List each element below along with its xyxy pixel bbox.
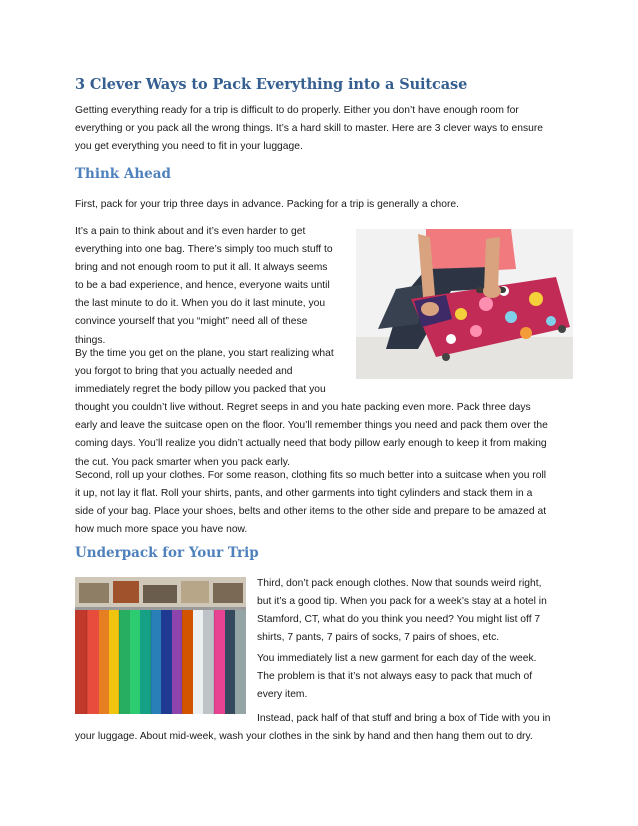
section-heading-think-ahead: Think Ahead — [75, 166, 171, 182]
text-line: everything into one bag. There’s simply too much stuff to — [75, 244, 333, 256]
section2-paragraph-2 — [257, 650, 537, 704]
text-line: side of your bag. Place your shoes, belts and other items to the other side and prepare to be amazed at — [75, 506, 547, 518]
text-line: It’s a pain to think about and it’s even harder to get — [75, 226, 306, 237]
text-line: Second, roll up your clothes. For some reason, clothing fits so much better into a suitcase when you roll — [75, 470, 547, 481]
text-line: First, pack for your trip three days in advance. Packing for a trip is generally a chore. — [75, 199, 460, 210]
text-line: Getting everything ready for a trip is difficult to do properly. Either you don’t have enough room for — [75, 105, 519, 116]
section1-paragraph-4 — [75, 467, 546, 539]
section1-paragraph-3 — [75, 345, 548, 472]
text-line: immediately regret the body pillow you packed that you — [75, 384, 326, 396]
text-line: things. — [75, 334, 106, 346]
text-line: to be a bad experience, and hence, everyone waits until — [75, 280, 330, 292]
text-line: You immediately list a new garment for each day of the week. — [257, 653, 537, 664]
text-line: how much more space you have now. — [75, 524, 248, 536]
text-line: every item. — [257, 689, 308, 701]
text-line: early and leave the suitcase open on the floor. You’ll remember things you need and pack them over the — [75, 420, 548, 432]
text-line: shirts, 7 pants, 7 pairs of socks, 7 pairs of shoes, etc. — [257, 632, 500, 644]
section-heading-underpack: Underpack for Your Trip — [75, 545, 259, 561]
text-line: you forgot to bring that you actually needed and — [75, 366, 293, 378]
text-line: By the time you get on the plane, you start realizing what — [75, 348, 334, 359]
text-line: your luggage. About mid-week, wash your clothes in the sink by hand and then hang them out to dry. — [75, 731, 533, 743]
page-title: 3 Clever Ways to Pack Everything into a Suitcase — [75, 76, 468, 93]
text-line: The problem is that it’s not always easy to pack that much of — [257, 671, 533, 683]
text-line: coming days. You’ll realize you didn’t actually need that body pillow early enough to keep it from making — [75, 438, 547, 450]
text-line: Stamford, CT, what do you think you need? You might list off 7 — [257, 614, 541, 626]
intro-paragraph — [75, 102, 543, 156]
text-line: bring and not enough room to put it all. It always seems — [75, 262, 328, 274]
text-line: the last minute to do it. When you do it last minute, you — [75, 298, 326, 310]
section2-paragraph-1 — [257, 575, 547, 647]
text-line: it up, not lay it flat. Roll your shirts, pants, and other garments into tight cylinders and stack them in a — [75, 488, 533, 500]
text-line: Third, don’t pack enough clothes. Now that sounds weird right, — [257, 578, 542, 589]
text-line: everything or you pack all the wrong things. It’s a hard skill to master. Here are 3 clever ways to ensure — [75, 123, 543, 135]
text-line: convince yourself that you “might” need all of these — [75, 316, 308, 328]
text-line: Instead, pack half of that stuff and bring a box of Tide with you in — [257, 713, 551, 724]
closet-photo — [75, 577, 246, 714]
text-line: but it’s a good tip. When you pack for a week’s stay at a hotel in — [257, 596, 547, 608]
section1-paragraph-2 — [75, 223, 333, 350]
section2-paragraph-3 — [75, 710, 550, 746]
section1-paragraph-1 — [75, 196, 459, 214]
text-line: the cut. You pack smarter when you pack early. — [75, 456, 291, 468]
text-line: you get everything you need to fit in your luggage. — [75, 141, 303, 153]
text-line: thought you couldn’t live without. Regret seeps in and you hate packing even more. Pack three days — [75, 402, 531, 414]
